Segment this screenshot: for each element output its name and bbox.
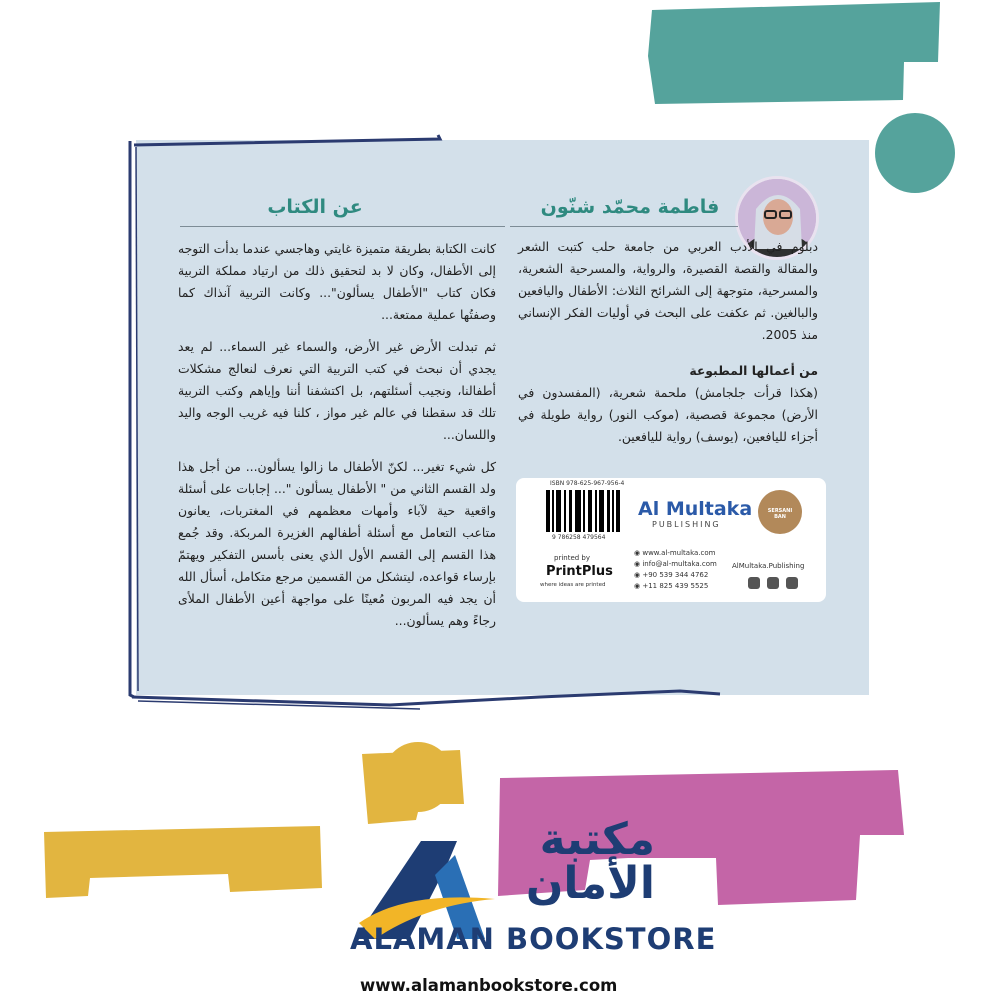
author-column xyxy=(518,236,818,458)
store-url: www.alamanbookstore.com xyxy=(360,976,618,995)
store-name-arabic xyxy=(505,814,655,909)
instagram-icon xyxy=(786,577,798,589)
about-paragraph-3: كل شيء تغير... لكنّ الأطفال ما زالوا يسألون... من أجل هذا ولد القسم الثاني من " الأطفال يسألون "... إجابات على أسئلة واقعية حية لآباء وأمهات معظمهم في المغتربات، يعانون متاعب التعامل مع أسئلة أطفالهم الغزيرة المربكة. وقد جُمع هذا القسم إلى القسم الأول الذي يعنى بأسس التفكير ويهتمّ بإرساء قواعده، ليتشكل من القسمين مرجع متكامل، أسأل الله أن يجد فيه المربون مُعينًا على مواجهة أعين الأطفال الملأى رجاءً وهم يسألون... xyxy=(178,459,496,628)
barcode xyxy=(546,490,620,532)
works-heading: من أعمالها المطبوعة xyxy=(689,363,818,378)
publisher-logo: Al Multaka xyxy=(638,498,753,520)
works-text: (هكذا قرأت جلجامش) ملحمة شعرية، (المفسدون في الأرض) مجموعة قصصية، (موكب النور) رواية طويلة في أجزاء لليافعين، (يوسف) رواية لليافعين. xyxy=(518,385,818,444)
phone2-line xyxy=(634,581,717,592)
printer-tagline: where ideas are printed xyxy=(540,582,606,588)
publisher-box xyxy=(516,478,826,602)
phone1-line xyxy=(634,570,717,581)
globe-icon: ◉ xyxy=(634,549,643,557)
author-name: فاطمة محمّد شنّون xyxy=(540,196,720,218)
publisher-logo-subtitle: PUBLISHING xyxy=(652,520,721,529)
website-text: www.al-multaka.com xyxy=(642,549,716,557)
seal-text: SERSANI BAN xyxy=(767,508,793,520)
isbn-text: ISBN 978-625-967-956-4 xyxy=(550,480,625,487)
social-icons xyxy=(748,574,798,593)
printer-logo: PrintPlus xyxy=(546,564,613,579)
author-bio: دبلوم في الأدب العربي من جامعة حلب كتبت الشعر والمقالة والقصة القصيرة، والرواية، والمسرحية الشعرية، والمسرحية، متوجهة إلى الشرائح الثلاث: الأطفال واليافعين والبالغين. ثم عكفت على البحث في أوليات الفكر الإنساني منذ 2005. xyxy=(518,239,818,342)
barcode-digits: 9 786258 479564 xyxy=(552,534,606,541)
printed-by-label: printed by xyxy=(554,554,591,562)
phone1-text: +90 539 344 4762 xyxy=(642,571,709,579)
email-line xyxy=(634,559,717,570)
mail-icon: ◉ xyxy=(634,560,643,568)
social-handle: AlMultaka.Publishing xyxy=(732,562,805,570)
seal-badge xyxy=(758,490,802,534)
contact-list xyxy=(634,548,717,592)
store-name-english: ALAMAN BOOKSTORE xyxy=(350,922,717,956)
email-text: info@al-multaka.com xyxy=(642,560,717,568)
store-name-arabic-line2: الأمان xyxy=(525,858,655,909)
phone-icon: ◉ xyxy=(634,582,643,590)
website-line xyxy=(634,548,717,559)
phone-icon: ◉ xyxy=(634,571,643,579)
about-heading: عن الكتاب xyxy=(267,196,363,218)
about-heading-rule xyxy=(180,226,505,227)
store-name-arabic-line1: مكتبة xyxy=(539,814,655,865)
phone2-text: +11 825 439 5525 xyxy=(642,582,709,590)
author-heading-rule xyxy=(510,226,738,227)
whatsapp-icon xyxy=(767,577,779,589)
about-column xyxy=(178,238,496,642)
facebook-icon xyxy=(748,577,760,589)
about-paragraph-1: كانت الكتابة بطريقة متميزة غايتي وهاجسي عندما بدأت التوجه إلى الأطفال، وكان لا بد لتحقيق ذلك من ارتياد مملكة التربية فكان كتاب "الأطفال يسألون"... وكانت التربية آنذاك كما وصفتُها عملية ممتعة... xyxy=(178,241,496,322)
about-paragraph-2: ثم تبدلت الأرض غير الأرض، والسماء غير السماء... لم يعد يجدي أن نبحث في كتب التربية التي نعرف لنعالج مشكلات أطفالنا، ونجيب أسئلتهم، بل اكتشفنا أننا وإياهم وكتب التربية تلك قد سقطنا في عالم غير مواز ، كلنا فيه غريب الوجه واليد واللسان... xyxy=(178,339,496,442)
